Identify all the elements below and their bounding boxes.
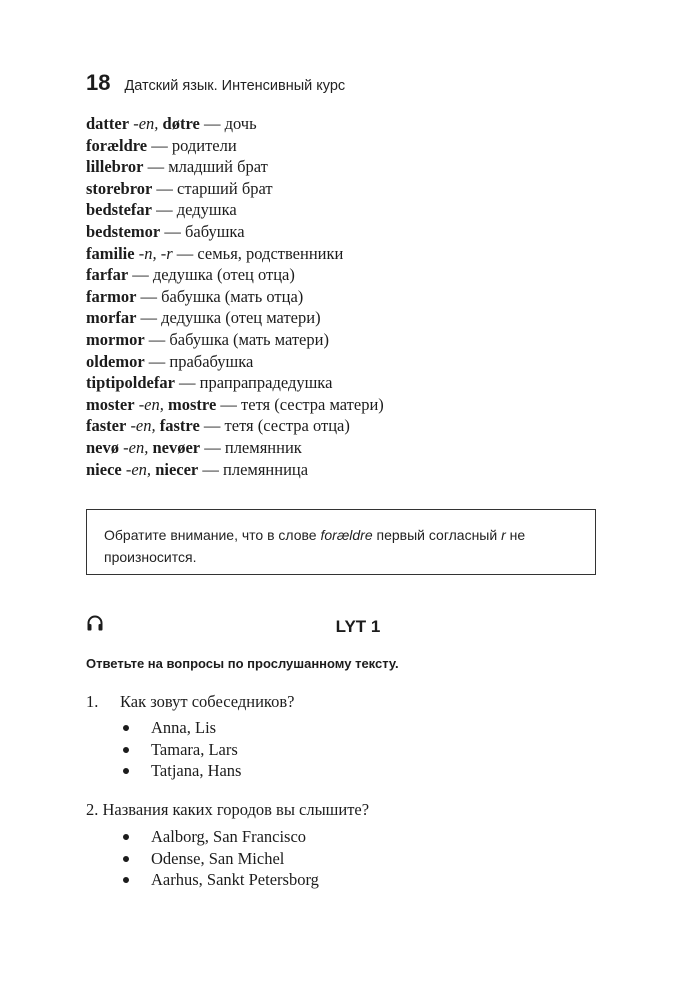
page-number: 18	[86, 70, 111, 95]
question-number: 2.	[86, 800, 99, 819]
question-2-options	[123, 826, 319, 891]
answer-option: Aalborg, San Francisco	[123, 826, 319, 848]
vocab-entry: datter -en, døtre — дочь	[86, 114, 257, 133]
vocab-entry: storebror — старший брат	[86, 178, 273, 198]
question-text: Названия каких городов вы слышите?	[102, 800, 370, 819]
vocab-entry: oldemor — прабабушка	[86, 351, 254, 371]
running-title: Датский язык. Интенсивный курс	[124, 78, 346, 94]
vocab-entry: bedstefar — дедушка	[86, 200, 237, 220]
vocab-entry: niece -en, niecer — племянница	[86, 459, 309, 479]
question-text: Как зовут собеседников?	[120, 692, 295, 711]
page-header	[86, 70, 345, 96]
vocab-entry: familie -n, -r — семья, родственники	[86, 243, 344, 263]
vocab-entry: nevø -en, nevøer — племянник	[86, 437, 302, 457]
vocab-entry: lillebror — младший брат	[86, 157, 268, 177]
answer-option: Aarhus, Sankt Petersborg	[123, 869, 319, 891]
vocab-entry: mormor — бабушка (мать матери)	[86, 329, 329, 349]
vocab-entry: moster -en, mostre — тетя (сестра матери)	[86, 394, 384, 414]
answer-option: Anna, Lis	[123, 717, 241, 739]
question-1-options	[123, 717, 241, 782]
vocab-entry: morfar — дедушка (отец матери)	[86, 308, 321, 328]
answer-option: Tatjana, Hans	[123, 760, 241, 782]
answer-option: Tamara, Lars	[123, 739, 241, 761]
exercise-instruction: Ответьте на вопросы по прослушанному тексту.	[86, 656, 399, 671]
vocab-entry: forældre — родители	[86, 135, 237, 155]
vocab-entry: farfar — дедушка (отец отца)	[86, 265, 295, 285]
vocab-entry: farmor — бабушка (мать отца)	[86, 286, 304, 306]
vocabulary-list	[86, 113, 384, 480]
question-1	[86, 692, 294, 712]
vocab-entry: bedstemor — бабушка	[86, 221, 245, 241]
question-2	[86, 800, 369, 820]
vocab-entry: faster -en, fastre — тетя (сестра отца)	[86, 416, 350, 436]
pronunciation-note: Обратите внимание, что в слове forældre первый согласный r не произносится.	[86, 509, 596, 575]
question-number: 1.	[86, 692, 99, 711]
vocab-entry: tiptipoldefar — прапрапрадедушка	[86, 373, 333, 393]
answer-option: Odense, San Michel	[123, 848, 319, 870]
exercise-title: LYT 1	[335, 617, 381, 636]
